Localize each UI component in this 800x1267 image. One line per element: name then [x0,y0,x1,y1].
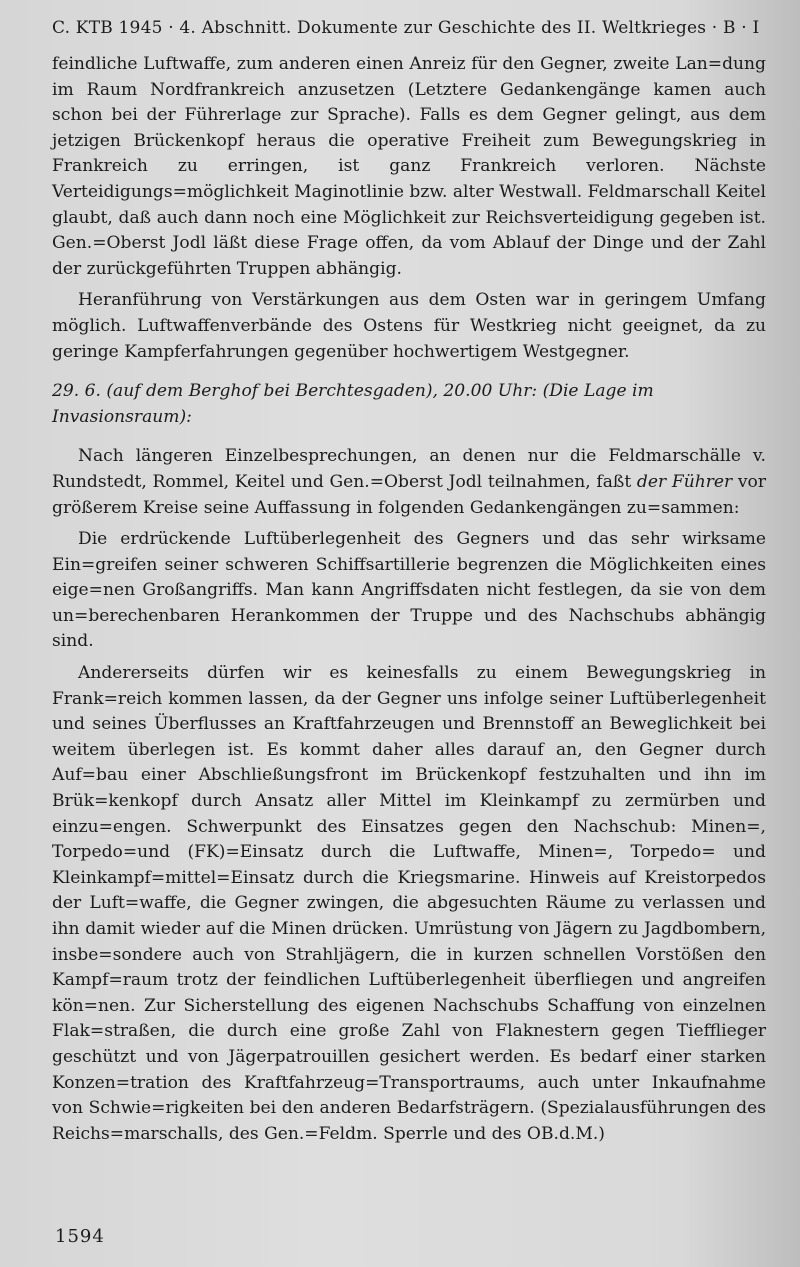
body-text [52,52,766,1147]
paragraph-3-before: Nach längeren Einzelbesprechungen, an denen nur die Feldmarschälle v. Rundstedt, Rommel, Keitel und Gen.=Oberst Jodl teilnahmen, faßt [52,446,766,492]
paragraph-1: feindliche Luftwaffe, zum anderen einen Anreiz für den Gegner, zweite Lan=dung im Raum Nordfrankreich anzusetzen (Letztere Gedankengänge kamen auch schon bei der Führerlage zur Sprache). Falls es dem Gegner gelingt, aus dem jetzigen Brückenkopf heraus die operative Freiheit zum Bewegungskrieg in Frankreich zu erringen, ist ganz Frankreich verloren. Nächste Verteidigungs=möglichkeit Maginotlinie bzw. alter Westwall. Feldmarschall Keitel glaubt, daß auch dann noch eine Möglichkeit zur Reichsverteidigung gegeben ist. Gen.=Oberst Jodl läßt diese Frage offen, da vom Ablauf der Dinge und der Zahl der zurückgeführten Truppen abhängig. [52,54,766,279]
paragraph-2: Heranführung von Verstärkungen aus dem Osten war in geringem Umfang möglich. Luftwaffenverbände des Ostens für Westkrieg nicht geeignet, da zu geringe Kampferfahrungen gegenüber hochwertigem Westgegner. [52,290,766,362]
paragraph-5: Andererseits dürfen wir es keinesfalls zu einem Bewegungskrieg in Frank=reich kommen lassen, da der Gegner uns infolge seiner Luftüberlegenheit und seines Überflusses an Kraftfahrzeugen und Brennstoff an Beweglichkeit bei weitem überlegen ist. Es kommt daher alles darauf an, den Gegner durch Auf=bau einer Abschließungsfront im Brückenkopf festzuhalten und ihn im Brük=kenkopf durch Ansatz aller Mittel im Kleinkampf zu zermürben und einzu=engen. Schwerpunkt des Einsatzes gegen den Nachschub: Minen=, Torpedo=und (FK)=Einsatz durch die Luftwaffe, Minen=, Torpedo= und Kleinkampf=mittel=Einsatz durch die Kriegsmarine. Hinweis auf Kreistorpedos der Luft=waffe, die Gegner zwingen, die abgesuchten Räume zu verlassen und ihn damit wieder auf die Minen drücken. Umrüstung von Jägern zu Jagdbombern, insbe=sondere auch von Strahljägern, die in kurzen schnellen Vorstößen den Kampf=raum trotz der feindlichen Luftüberlegenheit überfliegen und angreifen kön=nen. Zur Sicherstellung des eigenen Nachschubs Schaffung von einzelnen Flak=straßen, die durch eine große Zahl von Flaknestern gegen Tiefflieger geschützt und von Jägerpatrouillen gesichert werden. Es bedarf einer starken Konzen=tration des Kraftfahrzeug=Transportraums, auch unter Inkaufnahme von Schwie=rigkeiten bei den anderen Bedarfsträgern. (Spezialausführungen des Reichs=marschalls, des Gen.=Feldm. Sperrle und des OB.d.M.) [52,663,766,1144]
paragraph-4: Die erdrückende Luftüberlegenheit des Gegners und das sehr wirksame Ein=greifen seiner schweren Schiffsartillerie begrenzen die Möglichkeiten eines eige=nen Großangriffs. Man kann Angriffsdaten nicht festlegen, da sie von dem un=berechenbaren Herankommen der Truppe und des Nachschubs abhängig sind. [52,529,766,652]
running-head [52,18,766,38]
page-number: 1594 [55,1226,105,1247]
running-head-text: C. KTB 1945 · 4. Abschnitt. Dokumente zur Geschichte des II. Weltkrieges · B · I [52,18,760,38]
paragraph-3-after: vor größerem Kreise seine Auffassung in folgenden Gedankengängen zu=sammen: [52,471,766,518]
paragraph-3-emphasis: der Führer [636,471,733,492]
section-heading: 29. 6. (auf dem Berghof bei Berchtesgaden), 20.00 Uhr: (Die Lage im Invasionsraum): [52,381,654,427]
paragraph-3 [52,444,766,521]
